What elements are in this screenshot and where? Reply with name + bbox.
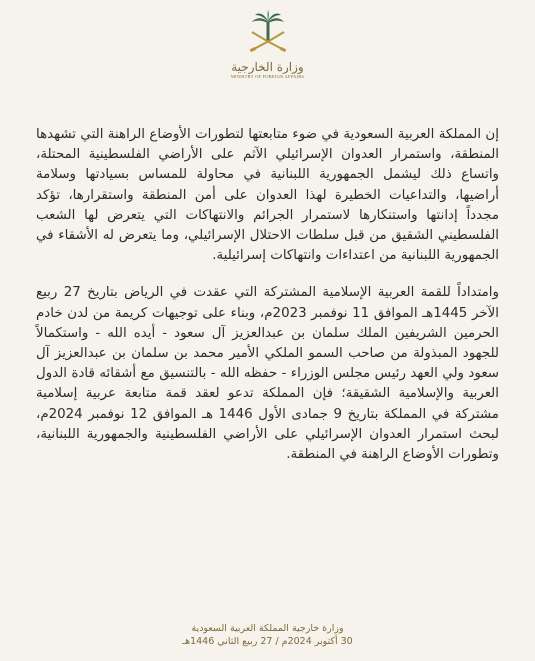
footer-date: 30 أكتوبر 2024م / 27 ربيع الثاني 1446هـ xyxy=(182,636,353,647)
statement-body xyxy=(36,125,499,465)
statement-paragraph-1: إن المملكة العربية السعودية في ضوء متابعتها لتطورات الأوضاع الراهنة التي تشهدها المنطقة، واستمرار العدوان الإسرائيلي الآثم على الأراضي الفلسطينية المحتلة، واتساع ذلك ليشمل الجمهورية اللبنانية في محاولة للمساس بسيادتها وسلامة أراضيها، والتداعيات الخطيرة لهذا العدوان على أمن المنطقة واستقرارها، تؤكد مجدداً إدانتها واستنكارها لاستمرار الجرائم والانتهاكات التي يتعرض لها الشعب الفلسطيني الشقيق من قبل سلطات الاحتلال الإسرائيلي، وما يتعرض له الأشقاء في الجمهورية اللبنانية من اعتداءات وانتهاكات إسرائيلية. xyxy=(36,127,499,264)
ministry-name-arabic: وزارة الخارجية xyxy=(231,60,304,74)
statement-footer xyxy=(0,622,535,648)
ministry-logo xyxy=(188,10,348,80)
footer-issuer: وزارة خارجية المملكة العربية السعودية xyxy=(191,623,344,634)
saudi-emblem-icon xyxy=(246,10,290,58)
statement-paragraph-2: وامتداداً للقمة العربية الإسلامية المشتركة التي عقدت في الرياض بتاريخ 27 ربيع الآخر 1445هـ الموافق 11 نوفمبر 2023م، وبناء على توجيهات كريمة من لدن خادم الحرمين الشريفين الملك سلمان بن عبدالعزيز آل سعود - أيده الله - واستكمالاً للجهود المبذولة من صاحب السمو الملكي الأمير محمد بن سلمان بن عبدالعزيز آل سعود ولي العهد رئيس مجلس الوزراء - حفظه الله - بالتنسيق مع أشقائه قادة الدول العربية والإسلامية الشقيقة؛ فإن المملكة تدعو لعقد قمة متابعة عربية إسلامية مشتركة في المملكة بتاريخ 9 جمادى الأول 1446 هـ الموافق 12 نوفمبر 2024م، لبحث استمرار العدوان الإسرائيلي على الأراضي الفلسطينية والجمهورية اللبنانية، وتطورات الأوضاع الراهنة في المنطقة. xyxy=(36,285,500,463)
ministry-name-english: MINISTRY OF FOREIGN AFFAIRS xyxy=(230,74,305,79)
